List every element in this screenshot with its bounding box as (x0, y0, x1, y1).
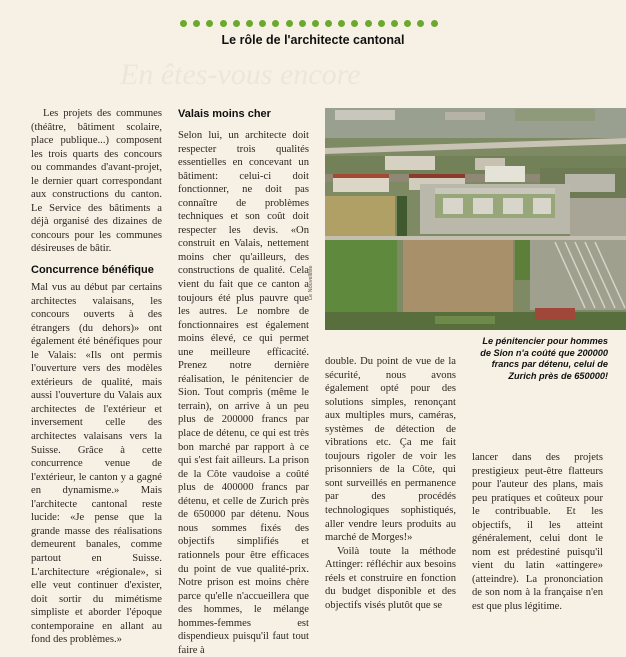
decorative-dot (286, 20, 293, 27)
photo-caption: Le pénitencier pour hommes de Sion n'a coûté que 200000 francs par détenu, celui de Zurich près de 650000! (480, 336, 608, 381)
column-4 (472, 451, 603, 614)
subtitle-valais: Valais moins cher (178, 108, 271, 120)
decorative-dot (299, 20, 306, 27)
decorative-dot (180, 20, 187, 27)
column-3 (325, 355, 456, 612)
decorative-dot (404, 20, 411, 27)
paragraph-conclusion: lancer dans des projets prestigieux peut-être flatteurs pour l'auteur des plans, mais peu pratiques et coûteux pour le contribuable. Et les objectifs, il les atteint généralement, celui dont le nom est prédestiné puisqu'il vient du latin «attingere» (atteindre). La prononciation de son nom à la française n'en est que plus légitime. (472, 452, 603, 613)
decorative-dot (259, 20, 266, 27)
decorative-dot (220, 20, 227, 27)
decorative-dot (365, 20, 372, 27)
column-2 (178, 107, 309, 657)
paragraph-methode: Voilà toute la méthode Attinger: réfléchir aux besoins réels et construire en fonction du budget disponible et des objectifs visés plutôt que se (325, 545, 456, 611)
decorative-dot (325, 20, 332, 27)
paragraph-valais: Selon lui, un architecte doit respecter trois qualités essentielles en concevant un bâtiment: celui-ci doit fonctionner, ne doit pas connaître de problèmes techniques et son coût doit respecter les devis. «On construit en Valais, nettement moins cher qu'ailleurs, des constructions de qualité. Cela vient du fait que ce canton a toujours été plus pauvre que les autres. Le nombre de fonctionnaires est également moins élevé, ce qui permet une meilleure efficacité. Prenez notre dernière réalisation, le pénitencier de Sion. Tout compris (même le terrain), on arrive à un peu plus de 200000 francs par place de détenu, ce qui est très bon marché par rapport à ce qui s'est fait ailleurs. La prison de la Côte vaudoise a coûté plus de 400000 francs par détenu, et celle de Zurich près de 650000 par détenu. Nous nous sommes fixés des objectifs simplifiés et rationnels pour être efficaces du point de vue qualité-prix. Notre prison est moins chère parce qu'elle n'accueillera que des hommes, le mélange hommes-femmes est dispendieux puisqu'il faut tout faire à (178, 130, 309, 656)
paragraph-intro: Les projets des communes (théâtre, bâtiment scolaire, place publique...) composent les trois quarts des concours ou commandes d'avant-projet, le dernier quart correspondant aux constructions du canton. Le Service des bâtiments a déjà organisé des dizaines de concours pour les communes désireuses de bâtir. (31, 108, 162, 255)
aerial-photo-illustration (325, 108, 626, 330)
paragraph-concurrence: Mal vus au début par certains architectes valaisans, les concours ouverts à des étrangers (du dehors)» ont également été bénéfiques pour le Valais: «Ils ont permis l'ouverture vers des modèles extérieurs de qualité, mais aussi l'ouverture du Valais aux architectes de l'extérieur et inversement celle des architectes valaisans vers la Suisse. Grâce à cette concurrence venue de l'extérieur, le canton y a gagné en dynamisme.» Mais l'architecte cantonal reste lucide: «Je pense que la grande masse des réalisations demeurent banales, comme partout en Suisse. L'architecture «régionale», si elle veut continuer d'exister, doit sortir du mimétisme simpliste et aborder l'époque contemporaine en allant au fond des problèmes.» (31, 282, 162, 646)
decorative-dot (431, 20, 438, 27)
decorative-dot (193, 20, 200, 27)
decorative-dot (417, 20, 424, 27)
decorative-dot (351, 20, 358, 27)
photo-credit: Le Nouvelliste (308, 265, 314, 300)
prison-aerial-photo (325, 108, 626, 330)
decorative-dot (338, 20, 345, 27)
decorative-dot (246, 20, 253, 27)
decorative-dot-row (180, 20, 438, 27)
page-title: Le rôle de l'architecte cantonal (221, 33, 405, 47)
decorative-dot (312, 20, 319, 27)
decorative-dot (391, 20, 398, 27)
subtitle-concurrence: Concurrence bénéfique (31, 264, 154, 277)
paragraph-securite: double. Du point de vue de la sécurité, nous avons également opté pour des solutions simples, renonçant aux multiples murs, caméras, systèmes de détection de vibrations etc. Ça me fait toujours rigoler de voir les prisonniers de la Côte, qui sont surveillés en permanence par des procédés technologiques sophistiqués, aller vendre leurs produits au marché de Morges!» (325, 356, 456, 544)
decorative-dot (272, 20, 279, 27)
column-1 (31, 107, 162, 647)
watermark-text: En êtes-vous encore (120, 58, 361, 91)
decorative-dot (206, 20, 213, 27)
decorative-dot (378, 20, 385, 27)
decorative-dot (233, 20, 240, 27)
